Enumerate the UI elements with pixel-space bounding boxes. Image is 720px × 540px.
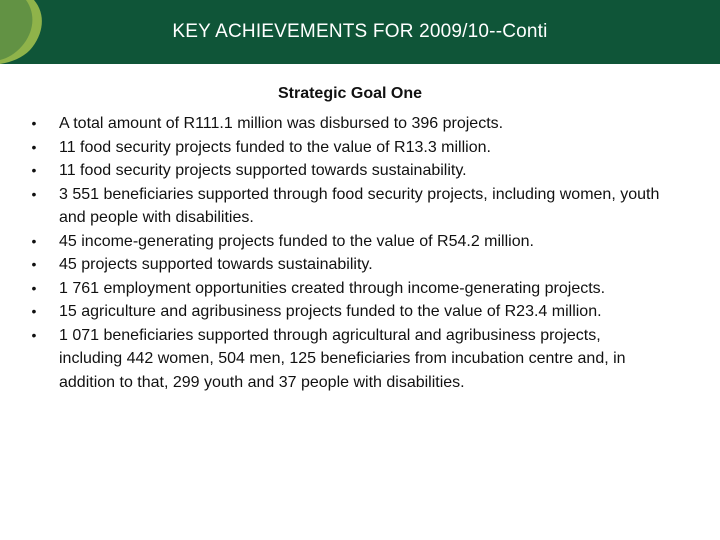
bullet-icon: •	[31, 185, 37, 202]
bullet-icon: •	[31, 138, 37, 155]
header-bar	[0, 0, 720, 64]
list-item-text: 3 551 beneficiaries supported through food security projects, including women, youth and people with disabilities.	[59, 185, 660, 226]
list-item	[28, 136, 668, 160]
bullet-icon: •	[31, 303, 37, 319]
list-item-text: 1 071 beneficiaries supported through agricultural and agribusiness projects, including 442 women, 504 men, 125 beneficiaries from incubation centre and, in addition to that, 299 youth and 37 people with disabilities.	[59, 326, 626, 391]
slide-title: KEY ACHIEVEMENTS FOR 2009/10--Conti	[172, 21, 548, 42]
list-item-text: 45 projects supported towards sustainability.	[59, 256, 373, 273]
list-item	[28, 324, 668, 395]
bullet-icon: •	[31, 232, 37, 249]
bullet-icon: •	[31, 256, 37, 272]
bullet-icon: •	[31, 279, 37, 296]
list-item	[28, 277, 668, 301]
section-heading: Strategic Goal One	[277, 85, 423, 102]
list-item-text: 11 food security projects funded to the value of R13.3 million.	[59, 138, 491, 156]
bullet-icon: •	[31, 115, 37, 131]
list-item	[28, 253, 668, 277]
list-item-text: 15 agriculture and agribusiness projects funded to the value of R23.4 million.	[59, 303, 602, 320]
achievements-list	[28, 112, 668, 394]
bullet-icon: •	[31, 326, 37, 343]
list-item	[28, 230, 668, 254]
list-item	[28, 159, 668, 183]
list-item-text: 45 income-generating projects funded to the value of R54.2 million.	[59, 232, 534, 250]
bullet-icon: •	[31, 162, 37, 178]
list-item	[28, 112, 668, 136]
list-item-text: 1 761 employment opportunities created through income-generating projects.	[59, 279, 606, 297]
list-item-text: 11 food security projects supported towards sustainability.	[59, 162, 467, 179]
list-item-text: A total amount of R111.1 million was disbursed to 396 projects.	[59, 115, 504, 132]
list-item	[28, 183, 668, 230]
list-item	[28, 300, 668, 324]
